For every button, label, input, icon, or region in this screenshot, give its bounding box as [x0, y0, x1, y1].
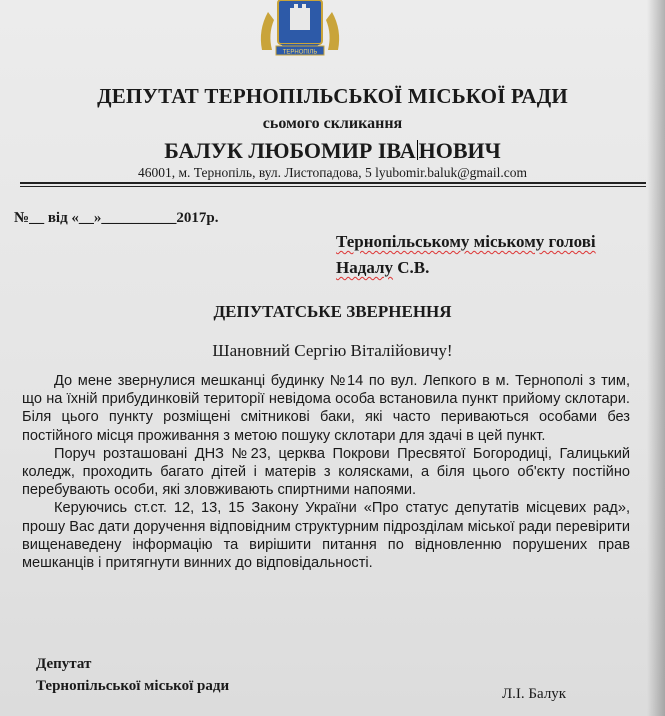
signature-council: Тернопільської міської ради [36, 678, 230, 694]
page-edge-shadow [647, 0, 665, 716]
addressee-name [336, 258, 429, 278]
deputy-name-part1: БАЛУК ЛЮБОМИР ІВА [164, 138, 416, 163]
emblem-caption: ТЕРНОПІЛЬ [282, 49, 318, 56]
document-title: ДЕПУТАТСЬКЕ ЗВЕРНЕННЯ [213, 302, 452, 321]
paragraph: Керуючись ст.ст. 12, 13, 15 Закону України «Про статус депутатів місцевих рад», прошу Вас дати доручення відповідним структурним підрозділам міської ради перевірити вищенаведену інформацію та вирішити питання по відновленню порушених прав мешканців і притягнути винних до відповідальності. [22, 500, 630, 572]
addressee-position: Тернопільському міському голові [336, 232, 596, 251]
deputy-title: ДЕПУТАТ ТЕРНОПІЛЬСЬКОЇ МІСЬКОЇ РАДИ [97, 84, 568, 108]
city-coat-of-arms [258, 0, 342, 60]
signature-name: Л.І. Балук [502, 686, 567, 702]
signature-role: Депутат [36, 656, 92, 672]
letter-body [22, 372, 630, 572]
header-divider [20, 182, 646, 184]
paragraph: До мене звернулися мешканці будинку №14 по вул. Лепкого в м. Тернополі з тим, що на їхній прибудинковій території невідома особа встановила пункт прийому склотари. Біля цього пункту розміщені смітникові баки, які часто периваються особами без постійного місця проживання з метою пошуку склотари для здачі в цей пункт. [22, 373, 630, 444]
header-divider-thin [20, 186, 646, 187]
addressee-initials: С.В. [393, 258, 430, 277]
deputy-name-part2: НОВИЧ [418, 138, 501, 163]
addressee-surname: Надалу [336, 258, 394, 277]
contact-address: 46001, м. Тернопіль, вул. Листопадова, 5 lyubomir.baluk@gmail.com [137, 165, 528, 180]
text-cursor [417, 140, 418, 160]
convocation: сьомого скликання [262, 115, 403, 132]
paragraph: Поруч розташовані ДНЗ №23, церква Покрови Пресвятої Богородиці, Галицький коледж, проходить багато дітей і матерів з колясками, а біля цього об'єкту постійно перебувають особи, які зловживають спиртними напоями. [22, 445, 630, 499]
registration-line: №__ від «__»__________2017р. [14, 210, 219, 226]
greeting: Шановний Сергію Віталійовичу! [212, 341, 453, 360]
deputy-name [0, 138, 665, 164]
